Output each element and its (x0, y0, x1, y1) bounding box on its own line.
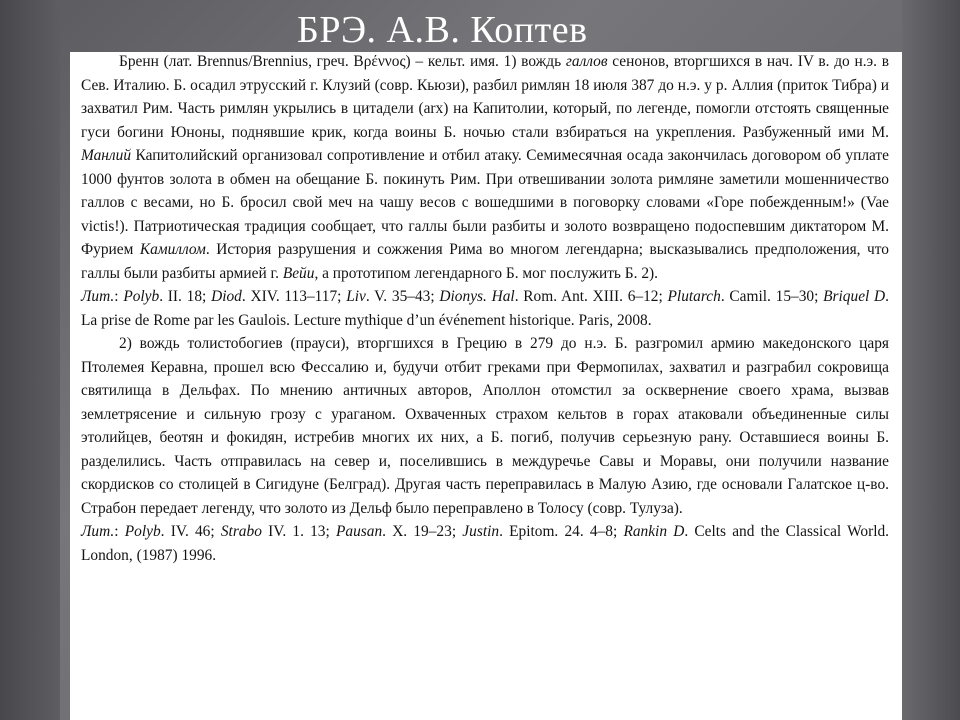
italic-text-run: Камиллом (139, 241, 206, 258)
article-paragraph-1 (81, 50, 889, 285)
text-run: сенонов, вторгшихся в нач. IV в. до н.э. в Сев. Италию. Б. осадил этрусский г. Клузий (совр. Кьюзи), разбил римлян 18 июля 387 до н.э. у р. Аллия (приток Тибра) и захватил Рим. Часть римлян укрылись в цитадели (arx) на Капитолии, который, по легенде, помогли отстоять священные гуси богини Юноны, поднявшие крик, когда воины Б. ночью стали взбираться на укрепления. Разбуженный ими М. (81, 53, 890, 141)
text-run: . XIV. 113–117; (241, 288, 347, 305)
text-run: IV. 1. 13; (261, 523, 336, 540)
text-run: . История разрушения и сожжения Рима во многом легендарна; высказывались предположения, что галлы были разбиты армией г. (81, 241, 889, 282)
italic-text-run: Justin (462, 523, 500, 540)
article-text (81, 50, 889, 567)
italic-text-run: Вейи (282, 264, 315, 282)
italic-text-run: Лит. (81, 523, 115, 540)
text-run: Бренн (лат. Brennus/Brennius, греч. Βρέννος) – кельт. имя. 1) вождь (119, 53, 566, 70)
literature-list-1 (81, 285, 889, 332)
text-run: 2) вождь толистобогиев (прауси), вторгшихся в Грецию в 279 до н.э. Б. разгромил армию македонского царя Птолемея Керавна, прошел всю Фессалию и, будучи отбит греками при Фермопилах, захватил и разграбил сокровища святилища в Дельфах. По мнению античных авторов, Аполлон отомстил за осквернение своего храма, вызвав землетрясение и сильную грозу с ураганом. Охваченных страхом кельтов в горах атаковали объединенные силы этолийцев, беотян и фокидян, истребив многих их них, а Б. погиб, получив серьезную рану. Оставшиеся воины Б. разделились. Часть отправилась на север и, поселившись в междуречье Савы и Моравы, они получили название скордисков со столицей в Сигидуне (Белград). Другая часть переправилась в Малую Азию, где основали Галатское ц-во. Страбон передает легенду, что золото из Дельф было переправлено в Толосу (совр. Тулуза). (81, 335, 889, 517)
italic-text-run: Liv (346, 288, 366, 305)
italic-text-run: Лит. (81, 288, 115, 305)
slide-right-panel (902, 0, 960, 720)
italic-text-run: Dionys. Hal (439, 288, 515, 305)
text-run: Капитолийский организовал сопротивление и отбил атаку. Семимесячная осада закончилась договором об уплате 1000 фунтов золота в обмен на обещание Б. покинуть Рим. При отвешивании золота римляне заметили мошенничество галлов с весами, но Б. бросил свой меч на чашу весов с вошедшими в поговорку словами «Горе побежденным!» (Vae victis!). Патриотическая традиция сообщает, что галлы были разбиты и золото возвращено подоспевшим диктатором М. Фурием (81, 147, 889, 258)
article-paragraph-2 (81, 332, 889, 520)
text-run: . II. 18; (159, 288, 212, 305)
italic-text-run: Briquel D (823, 288, 886, 305)
slide-left-panel (0, 0, 60, 720)
text-run: : (114, 523, 125, 540)
text-run: . Celts and the Classical World. London, (1987) 1996. (81, 523, 890, 564)
slide-title: БРЭ. А.В. Коптев (297, 9, 588, 51)
text-run: , а прототипом легендарного Б. мог послужить Б. 2). (314, 264, 658, 282)
text-run: : (114, 288, 124, 305)
italic-text-run: Strabo (220, 523, 262, 540)
literature-list-2 (81, 520, 889, 567)
text-run: . X. 19–23; (382, 523, 463, 540)
document-page (70, 52, 902, 720)
text-run: . La prise de Rome par les Gaulois. Lecture mythique d’un événement historique. Paris, 2008. (81, 288, 890, 329)
text-run: . IV. 46; (160, 523, 221, 540)
italic-text-run: Pausan (335, 523, 383, 540)
italic-text-run: галлов (565, 53, 608, 70)
italic-text-run: Манлий (81, 147, 132, 164)
italic-text-run: Plutarch (667, 288, 721, 305)
italic-text-run: Polyb (123, 288, 160, 305)
text-run: . Camil. 15–30; (720, 288, 824, 305)
text-run: . V. 35–43; (365, 288, 440, 305)
italic-text-run: Rankin D (623, 523, 685, 540)
italic-text-run: Diod (211, 288, 242, 305)
text-run: . Epitom. 24. 4–8; (499, 523, 624, 540)
text-run: . Rom. Ant. XIII. 6–12; (514, 288, 668, 305)
italic-text-run: Polyb (124, 523, 161, 540)
